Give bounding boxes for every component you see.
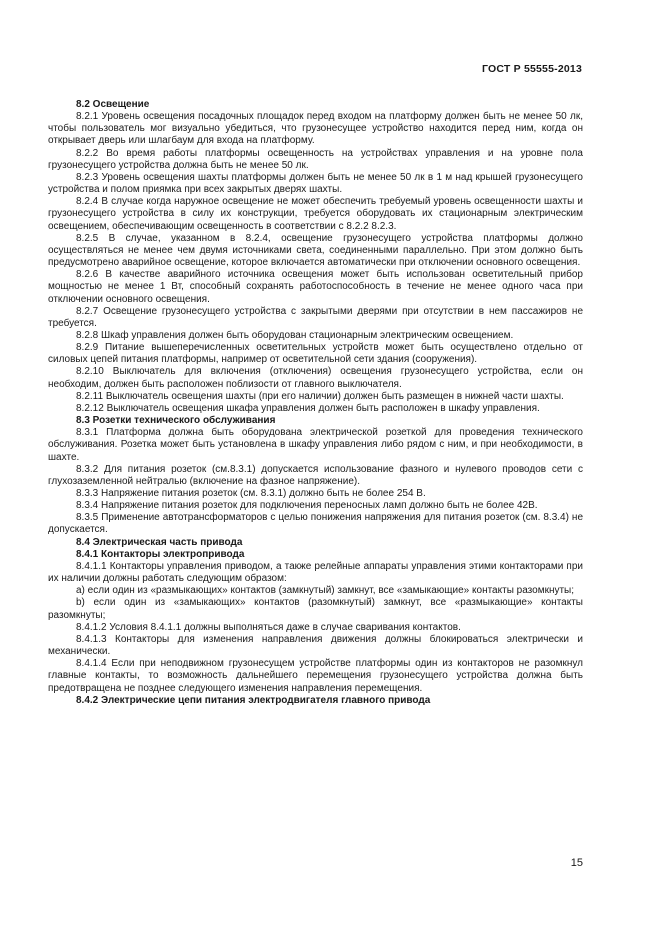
section-heading: 8.4.1 Контакторы электропривода bbox=[76, 548, 245, 560]
paragraph: b) если один из «замыкающих» контактов (разомкнутый) замкнут, все «размыкающие» контакты разомкнуты; bbox=[48, 597, 583, 621]
paragraph: 8.3.2 Для питания розеток (см.8.3.1) допускается использование фазного и нулевого проводов сети с глухозаземленной нейтралью (включение на фазное напряжение). bbox=[48, 463, 583, 487]
paragraph: 8.2.4 В случае когда наружное освещение не может обеспечить требуемый уровень освещенности шахты и грузонесущего устройства в силу их конструкции, требуется оборудовать их стационарным электрическим освещением, обеспечивающим освещенность в соответствии с 8.2.2 8.2.3. bbox=[48, 196, 583, 232]
paragraph: 8.2.12 Выключатель освещения шкафа управления должен быть расположен в шкафу управления. bbox=[76, 402, 540, 414]
paragraph: 8.3.1 Платформа должна быть оборудована электрической розеткой для проведения технического обслуживания. Розетка может быть установлена в шкафу управления либо рядом с ним, и при необходимости, в шахте. bbox=[48, 427, 583, 463]
section-heading: 8.2 Освещение bbox=[76, 99, 150, 110]
paragraph: 8.4.1.3 Контакторы для изменения направления движения должны блокироваться электрически и механически. bbox=[48, 633, 583, 658]
paragraph: 8.4.1.4 Если при неподвижном грузонесущем устройстве платформы один из контакторов не разомкнул главные контакты, то возможность дальнейшего перемещения грузонесущего устройства должна быть предотвращена не позднее следующего изменения направления перемещения. bbox=[48, 658, 583, 694]
paragraph: 8.4.1.2 Условия 8.4.1.1 должны выполняться даже в случае сваривания контактов. bbox=[76, 621, 461, 633]
paragraph: 8.2.9 Питание вышеперечисленных осветительных устройств может быть осуществлено отдельно от силовых цепей питания платформы, например от осветительной сети здания (сооружения). bbox=[48, 342, 583, 366]
paragraph: 8.4.1.1 Контакторы управления приводом, а также релейные аппараты управления этими контакторами при их наличии должны работать следующим образом: bbox=[48, 560, 583, 585]
paragraph: 8.2.3 Уровень освещения шахты платформы должен быть не менее 50 лк в 1 м над крышей грузонесущего устройства и полом приямка при всех закрытых дверях шахты. bbox=[48, 171, 583, 196]
paragraph: а) если один из «размыкающих» контактов (замкнутый) замкнут, все «замыкающие» контакты разомкнуты; bbox=[76, 585, 575, 597]
paragraph: 8.2.10 Выключатель для включения (отключения) освещения грузонесущего устройства, если он необходим, должен быть расположен поблизости от главного выключателя. bbox=[48, 366, 583, 390]
paragraph: 8.3.4 Напряжение питания розеток для подключения переносных ламп должно быть не более 42В. bbox=[76, 500, 538, 512]
paragraph: 8.2.8 Шкаф управления должен быть оборудован стационарным электрическим освещением. bbox=[76, 329, 514, 341]
section-heading: 8.4 Электрическая часть привода bbox=[76, 536, 243, 548]
document-body bbox=[48, 99, 583, 707]
paragraph: 8.2.2 Во время работы платформы освещенность на устройствах управления и на уровне пола грузонесущего устройства должна быть не менее 50 лк. bbox=[48, 147, 583, 171]
paragraph: 8.2.5 В случае, указанном в 8.2.4, освещение грузонесущего устройства платформы должно осуществляться не менее чем двумя источниками света, соединенными параллельно. При этом должно быть предусмотрено аварийное освещение, которое включается автоматически при отключении основного освещения. bbox=[48, 232, 583, 269]
section-heading: 8.3 Розетки технического обслуживания bbox=[76, 415, 276, 427]
page-number: 15 bbox=[570, 857, 583, 869]
section-heading: 8.4.2 Электрические цепи питания электродвигателя главного привода bbox=[76, 694, 431, 706]
paragraph: 8.3.3 Напряжение питания розеток (см. 8.3.1) должно быть не более 254 В. bbox=[76, 488, 426, 499]
paragraph: 8.2.11 Выключатель освещения шахты (при его наличии) должен быть размещен в нижней части шахты. bbox=[76, 390, 564, 402]
standard-identifier: ГОСТ Р 55555-2013 bbox=[481, 63, 582, 75]
paragraph: 8.3.5 Применение автотрансформаторов с целью понижения напряжения для питания розеток (см. 8.3.4) не допускается. bbox=[48, 512, 583, 536]
paragraph: 8.2.7 Освещение грузонесущего устройства с закрытыми дверями при отсутствии в нем пассажиров не требуется. bbox=[48, 305, 583, 329]
paragraph: 8.2.1 Уровень освещения посадочных площадок перед входом на платформу должен быть не менее 50 лк, чтобы пользователь мог визуально убедиться, что грузонесущее устройство находится перед ним, когда он открывает дверь или шлагбаум для входа на платформу. bbox=[48, 111, 583, 147]
paragraph: 8.2.6 В качестве аварийного источника освещения может быть использован осветительный прибор мощностью не менее 1 Вт, способный сохранять работоспособность в течение не менее одного часа при отключении основного освещения. bbox=[48, 269, 583, 305]
